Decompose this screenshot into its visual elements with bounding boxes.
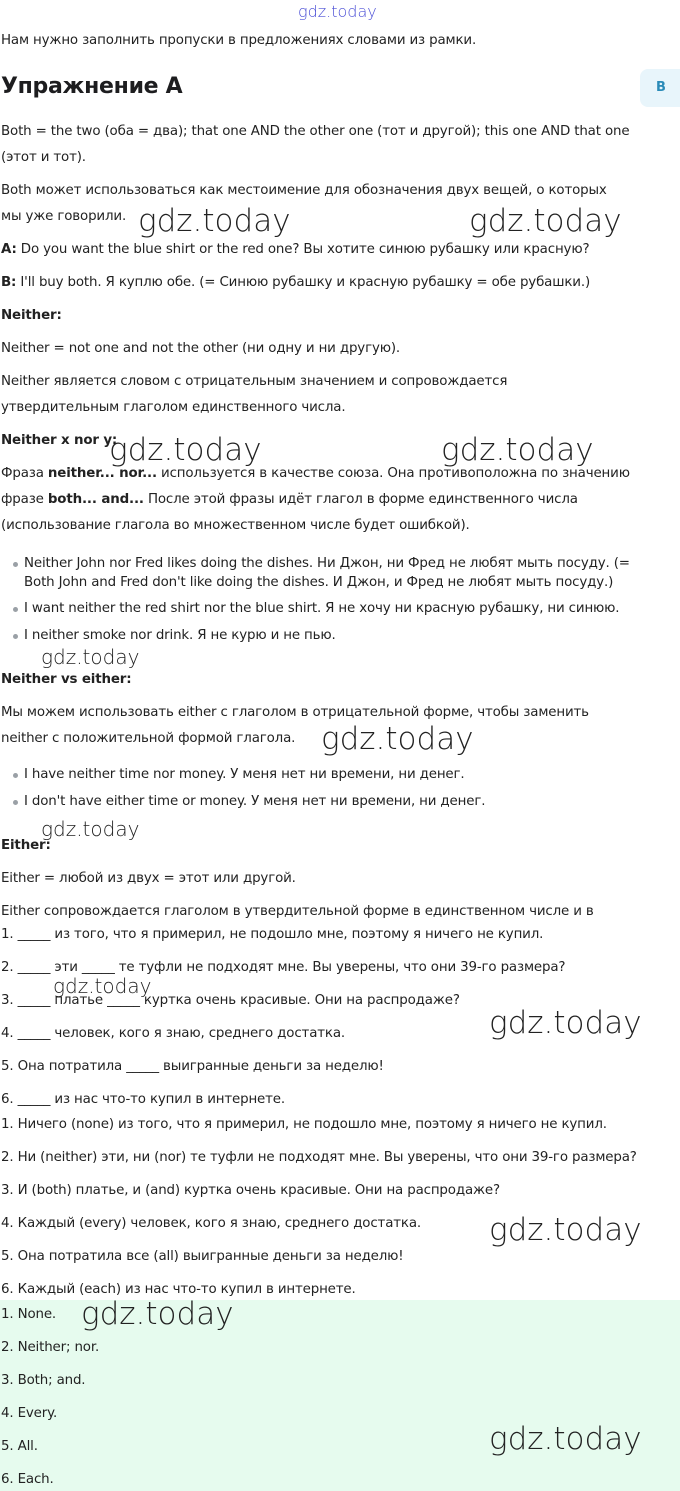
nn-example1-line2: Both John and Fred don't like doing the dishes. И Джон, и Фред не любят мыть посуду.) [24, 575, 614, 590]
task-item: 4. _____ человек, кого я знаю, среднего достатка. [1, 1026, 345, 1041]
answer-item: 5. All. [1, 1439, 38, 1454]
translation-item: 2. Ни (neither) эти, ни (nor) те туфли не подходят мне. Вы уверены, что они 39-го размера? [1, 1150, 637, 1165]
watermark: gdz.today [489, 1212, 642, 1248]
both-definition-line1: Both = the two (оба = два); that one AND the other one (тот и другой); this one AND that one [1, 124, 630, 139]
nn-line2-a: фразе [1, 492, 48, 507]
watermark: gdz.today [41, 645, 140, 669]
answer-item: 1. None. [1, 1307, 57, 1322]
bullet-icon [13, 607, 18, 612]
bullet-icon [13, 562, 18, 567]
task-item: 5. Она потратила _____ выигранные деньги за неделю! [1, 1059, 384, 1074]
nn-line2-b: both... and... [47, 492, 144, 507]
nn-example1-line1: Neither John nor Fred likes doing the dishes. Ни Джон, ни Фред не любят мыть посуду. (= [24, 556, 630, 571]
translation-item: 4. Каждый (every) человек, кого я знаю, среднего достатка. [1, 1216, 422, 1231]
watermark: gdz.today [441, 432, 594, 468]
translation-item: 5. Она потратила все (all) выигранные деньги за неделю! [1, 1249, 404, 1264]
neither-vs-either-title: Neither vs either: [1, 672, 132, 687]
neither-nor-line3: (использование глагола во множественном числе будет ошибкой). [1, 518, 470, 533]
either-definition: Either = любой из двух = этот или другой. [1, 871, 296, 886]
watermark: gdz.today [489, 1421, 642, 1457]
dialog-a-text: Do you want the blue shirt or the red one? Вы хотите синюю рубашку или красную? [16, 242, 590, 257]
nve-example2: I don't have either time or money. У меня нет ни времени, ни денег. [24, 794, 486, 809]
neither-usage-line2: утвердительным глаголом единственного числа. [1, 400, 346, 415]
either-usage: Either сопровождается глаголом в утвердительной форме в единственном числе и в [1, 904, 594, 919]
nve-example1: I have neither time nor money. У меня нет ни времени, ни денег. [24, 767, 465, 782]
watermark: gdz.today [81, 1296, 234, 1332]
tab-button-v[interactable]: В [640, 69, 680, 107]
nve-line2: neither с положительной формой глагола. [1, 731, 296, 746]
dialog-b [1, 274, 590, 291]
watermark: gdz.today [53, 974, 152, 998]
task-item: 6. _____ из нас что-то купил в интернете. [1, 1092, 285, 1107]
exercise-heading: Упражнение A [1, 74, 183, 99]
task-item: 1. _____ из того, что я примерил, не подошло мне, поэтому я ничего не купил. [1, 927, 544, 942]
translation-item: 6. Каждый (each) из нас что-то купил в интернете. [1, 1282, 356, 1297]
dialog-b-text: I'll buy both. Я куплю обе. (= Синюю рубашку и красную рубашку = обе рубашки.) [16, 275, 591, 290]
bullet-icon [13, 773, 18, 778]
neither-definition: Neither = not one and not the other (ни одну и ни другую). [1, 341, 401, 356]
dialog-a [1, 241, 589, 258]
nve-line1: Мы можем использовать either с глаголом в отрицательной форме, чтобы заменить [1, 705, 589, 720]
both-definition-line2: (этот и тот). [1, 150, 86, 165]
task-item: 2. _____ эти _____ те туфли не подходят мне. Вы уверены, что они 39-го размера? [1, 960, 566, 975]
nn-line2-c: После этой фразы идёт глагол в форме единственного числа [143, 492, 578, 507]
watermark-top: gdz.today [298, 2, 377, 21]
watermark: gdz.today [41, 817, 140, 841]
translation-item: 3. И (both) платье, и (and) куртка очень красивые. Они на распродаже? [1, 1183, 500, 1198]
bullet-icon [13, 634, 18, 639]
dialog-a-label: A: [1, 242, 17, 257]
watermark: gdz.today [321, 721, 474, 757]
neither-title: Neither: [1, 308, 62, 323]
answer-item: 6. Each. [1, 1472, 54, 1487]
both-usage-line2: мы уже говорили. [1, 209, 127, 224]
neither-nor-title: Neither x nor y: [1, 433, 118, 448]
intro-text: Нам нужно заполнить пропуски в предложениях словами из рамки. [1, 33, 477, 48]
watermark: gdz.today [109, 432, 262, 468]
answer-item: 2. Neither; nor. [1, 1340, 100, 1355]
task-item: 3. _____ платье _____ куртка очень красивые. Они на распродаже? [1, 993, 460, 1008]
bullet-icon [13, 800, 18, 805]
either-title: Either: [1, 838, 51, 853]
both-usage-line1: Both может использоваться как местоимение для обозначения двух вещей, о которых [1, 183, 607, 198]
watermark: gdz.today [138, 203, 291, 239]
watermark: gdz.today [469, 203, 622, 239]
answer-item: 3. Both; and. [1, 1373, 86, 1388]
nn-line1-a: Фраза [1, 466, 48, 481]
nn-line1-c: используется в качестве союза. Она противоположна по значению [156, 466, 630, 481]
watermark: gdz.today [489, 1005, 642, 1041]
dialog-b-label: B: [1, 275, 17, 290]
nn-example2: I want neither the red shirt nor the blue shirt. Я не хочу ни красную рубашку, ни синюю. [24, 601, 620, 616]
nn-example3: I neither smoke nor drink. Я не курю и не пью. [24, 628, 336, 643]
translation-item: 1. Ничего (none) из того, что я примерил, не подошло мне, поэтому я ничего не купил. [1, 1117, 607, 1132]
answer-item: 4. Every. [1, 1406, 58, 1421]
neither-nor-line2 [1, 491, 578, 508]
nn-line1-b: neither... nor... [47, 466, 157, 481]
neither-usage-line1: Neither является словом с отрицательным значением и сопровождается [1, 374, 508, 389]
